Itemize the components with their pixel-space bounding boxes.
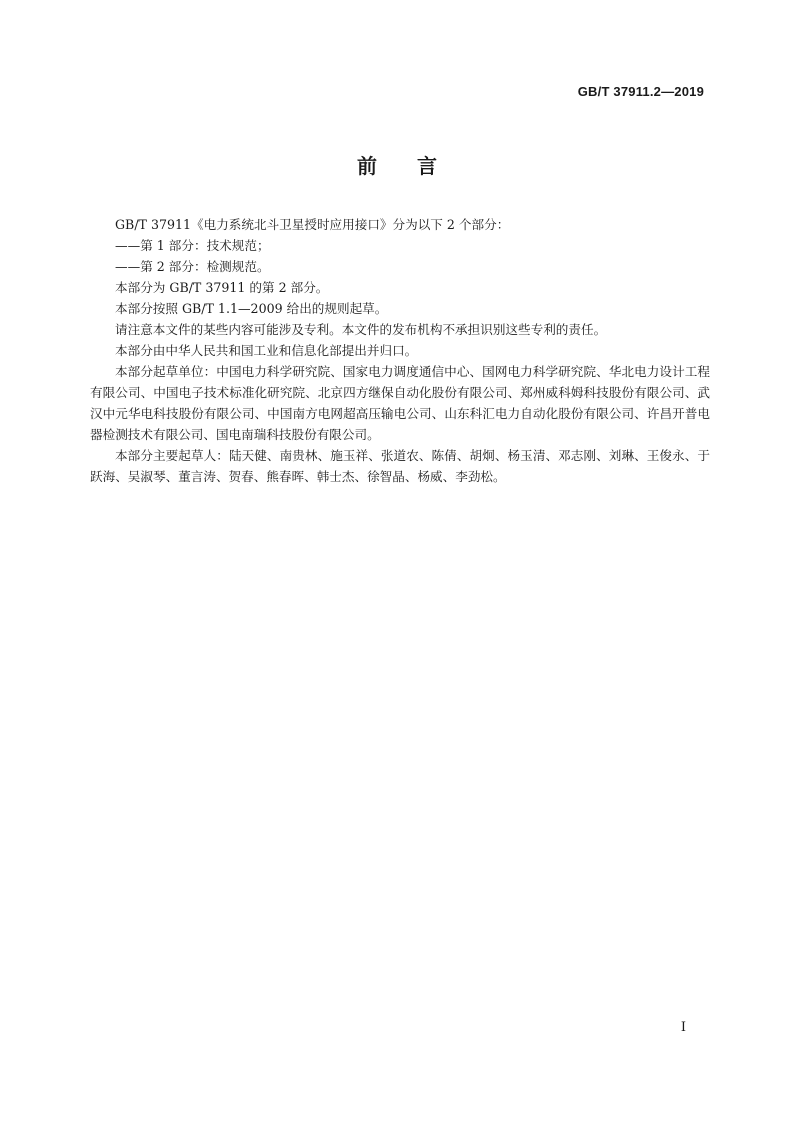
paragraph-drafting-units: 本部分起草单位：中国电力科学研究院、国家电力调度通信中心、国网电力科学研究院、华北电力设计工程有限公司、中国电子技术标准化研究院、北京四方继保自动化股份有限公司、郑州威科姆科技股份有限公司、武汉中元华电科技股份有限公司、中国南方电网超高压输电公司、山东科汇电力自动化股份有限公司、许昌开普电器检测技术有限公司、国电南瑞科技股份有限公司。 bbox=[90, 364, 710, 442]
paragraph-part-1: ——第 1 部分：技术规范； bbox=[115, 238, 270, 253]
paragraph-part-statement: 本部分为 GB/T 37911 的第 2 部分。 bbox=[115, 280, 329, 295]
paragraph-parts-intro: GB/T 37911《电力系统北斗卫星授时应用接口》分为以下 2 个部分： bbox=[115, 217, 510, 232]
paragraph-part-2: ——第 2 部分：检测规范。 bbox=[115, 259, 270, 274]
page-number: I bbox=[680, 1020, 686, 1035]
document-body bbox=[90, 214, 710, 487]
standard-code: GB/T 37911.2—2019 bbox=[577, 84, 704, 99]
paragraph-drafting-rules: 本部分按照 GB/T 1.1—2009 给出的规则起草。 bbox=[115, 301, 388, 316]
paragraph-drafters: 本部分主要起草人：陆天健、南贵林、施玉祥、张道农、陈倩、胡炯、杨玉清、邓志刚、刘琳、王俊永、于跃海、吴淑琴、董言涛、贺春、熊春晖、韩士杰、徐智晶、杨威、李劲松。 bbox=[90, 448, 710, 484]
page-title: 前言 bbox=[357, 154, 477, 178]
paragraph-patent-notice: 请注意本文件的某些内容可能涉及专利。本文件的发布机构不承担识别这些专利的责任。 bbox=[115, 322, 607, 337]
paragraph-proposer: 本部分由中华人民共和国工业和信息化部提出并归口。 bbox=[115, 343, 418, 358]
